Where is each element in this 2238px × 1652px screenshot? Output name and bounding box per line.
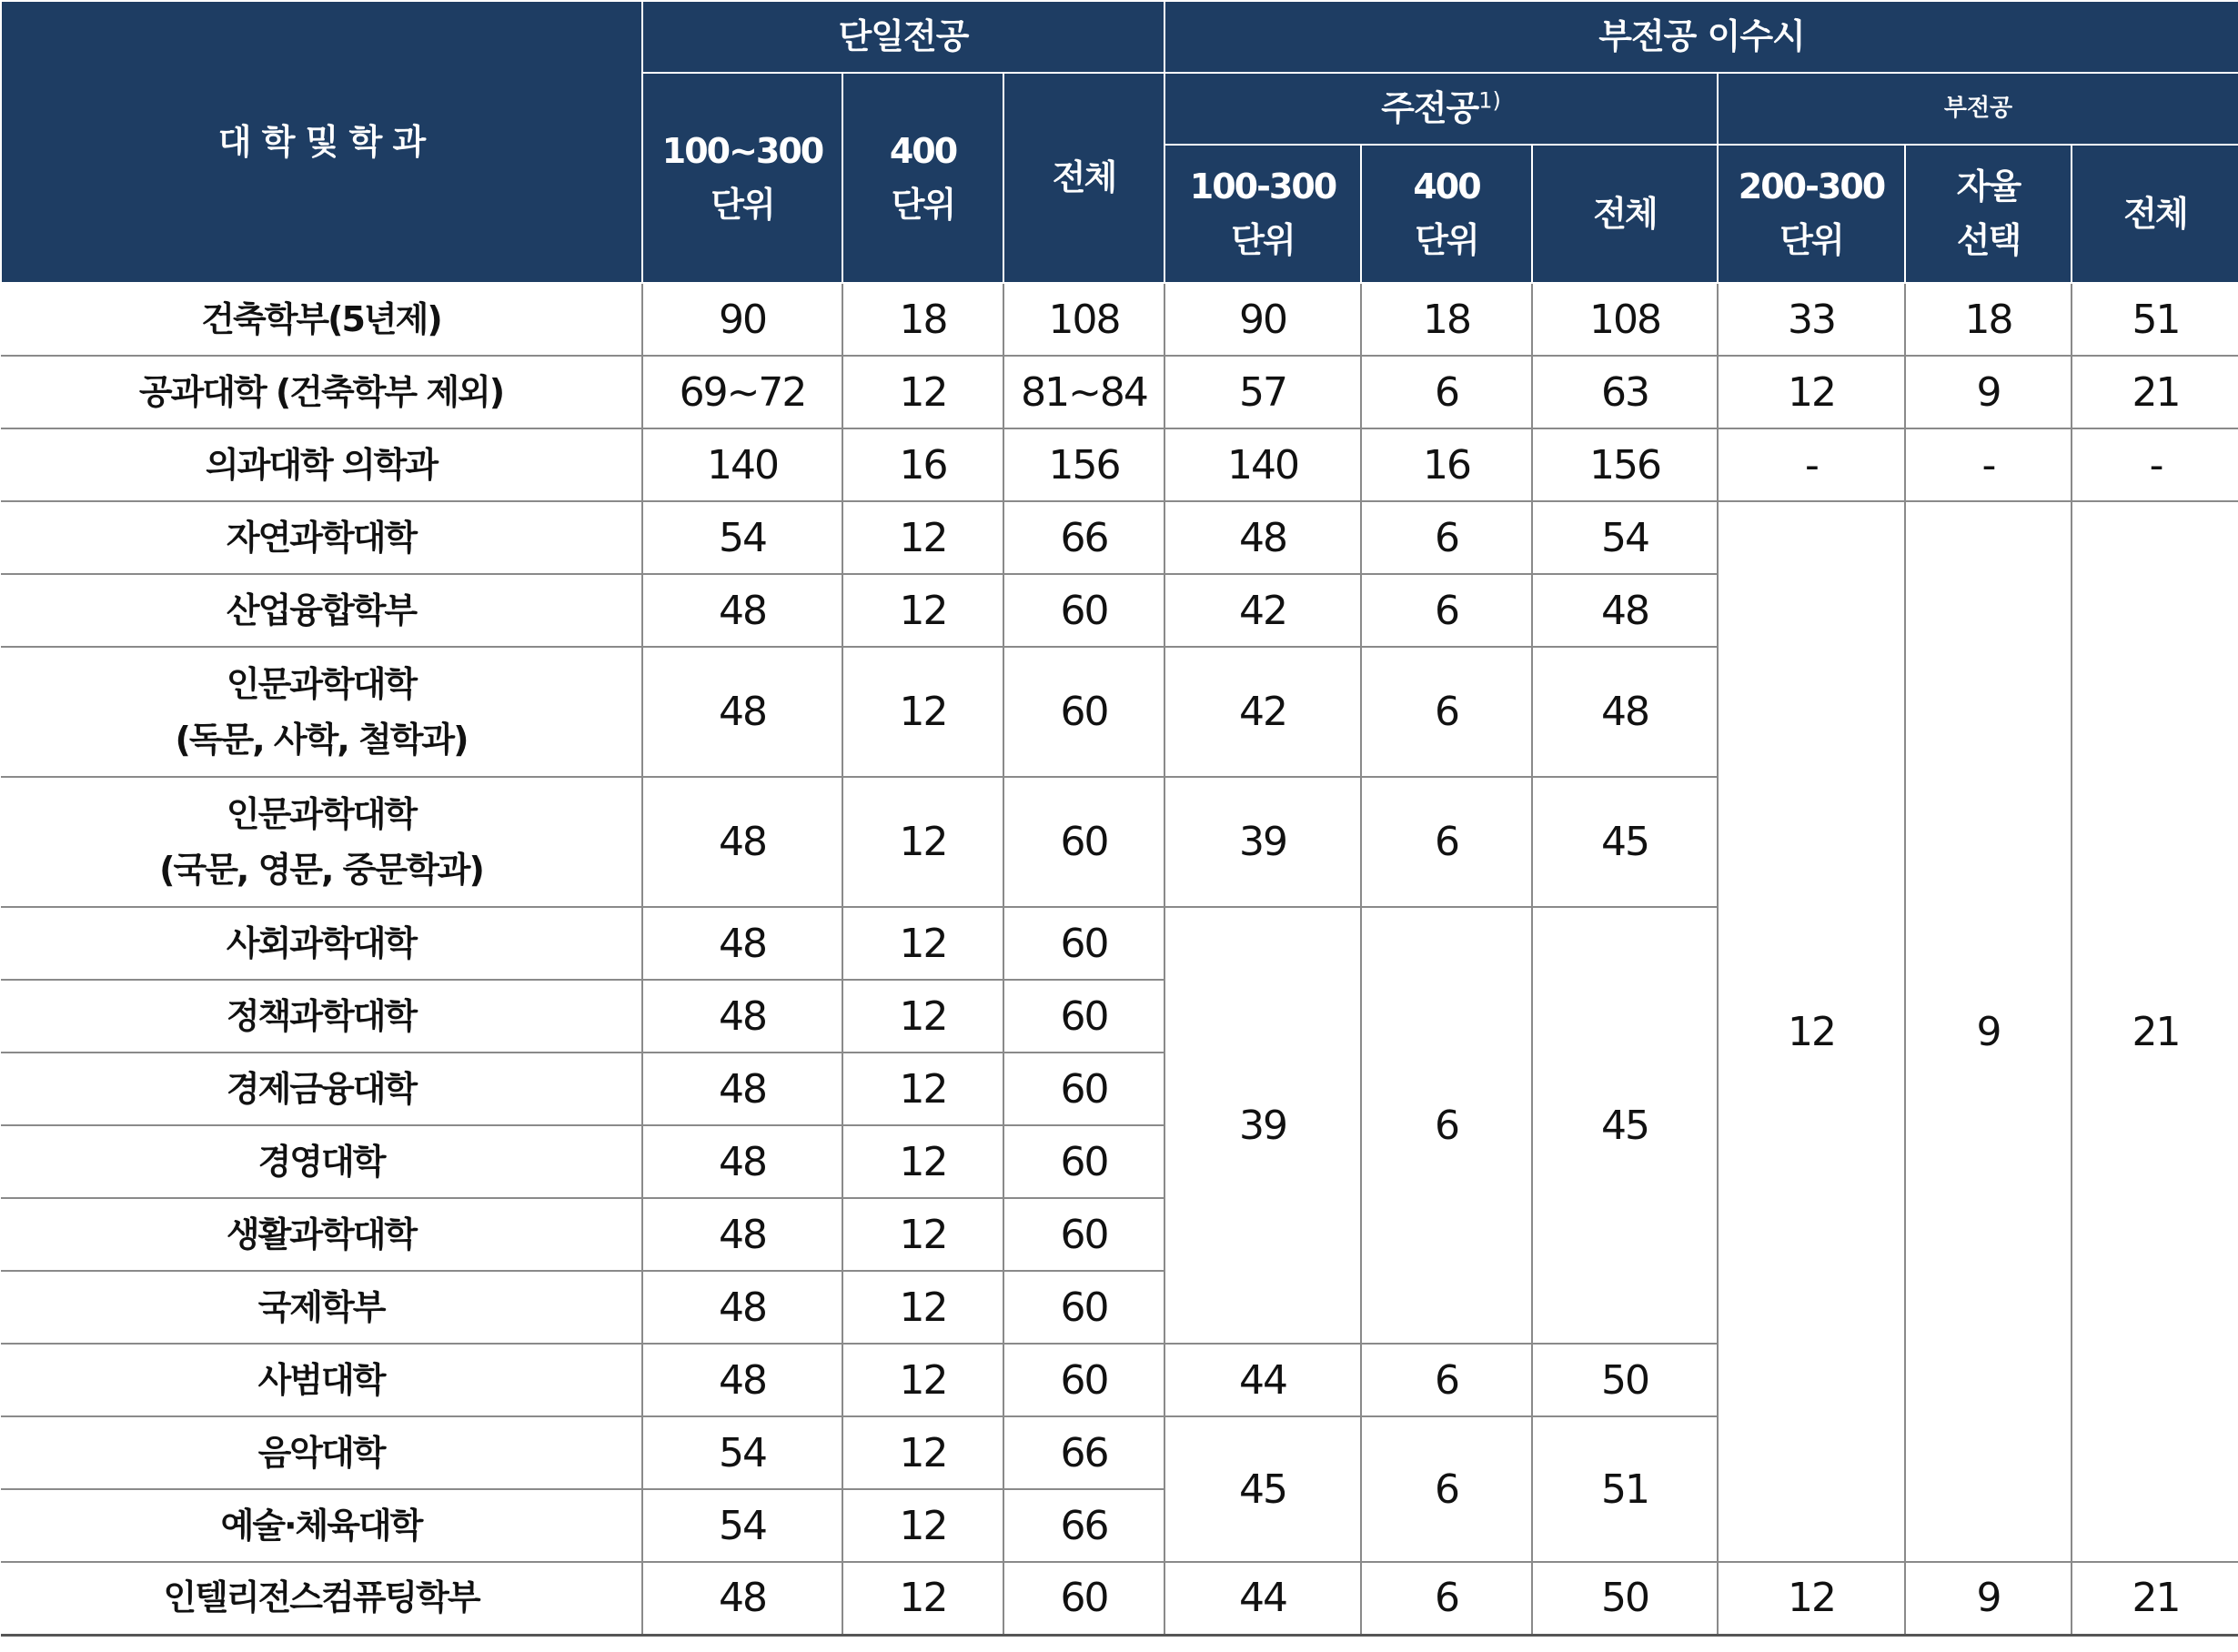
cell-main-400: 18 [1361, 283, 1532, 356]
cell-main-400: 6 [1361, 647, 1532, 777]
header-minor-200-300: 200-300 단위 [1718, 145, 1905, 283]
cell-main-100-300: 42 [1164, 574, 1361, 647]
cell-main-100-300: 39 [1164, 777, 1361, 907]
cell-single-400: 12 [842, 907, 1003, 980]
cell-main-400-merged: 6 [1361, 1416, 1532, 1562]
cell-single-total: 60 [1003, 1125, 1164, 1198]
cell-main-total: 156 [1532, 428, 1718, 501]
cell-main-100-300: 42 [1164, 647, 1361, 777]
header-single-total: 전체 [1003, 73, 1164, 283]
header-main-major: 주전공$^{1)}$ [1164, 73, 1718, 145]
table-row [1, 283, 2238, 356]
cell-main-total: 63 [1532, 356, 1718, 428]
cell-minor-free: 9 [1905, 356, 2072, 428]
header-minor-free-elective: 자율 선택 [1905, 145, 2072, 283]
cell-single-400: 16 [842, 428, 1003, 501]
cell-main-100-300: 90 [1164, 283, 1361, 356]
cell-single-100-300: 48 [642, 574, 842, 647]
cell-main-400: 6 [1361, 1344, 1532, 1416]
cell-main-100-300: 57 [1164, 356, 1361, 428]
cell-single-total: 156 [1003, 428, 1164, 501]
cell-single-total: 60 [1003, 574, 1164, 647]
table-row [1, 356, 2238, 428]
cell-single-400: 12 [842, 647, 1003, 777]
cell-minor-free-merged: 9 [1905, 501, 2072, 1562]
cell-single-100-300: 48 [642, 980, 842, 1053]
header-single-major: 단일전공 [642, 1, 1164, 73]
cell-minor-free: - [1905, 428, 2072, 501]
department-name: 예술·체육대학 [1, 1489, 642, 1562]
cell-single-total: 66 [1003, 1489, 1164, 1562]
cell-minor-200-300-merged: 12 [1718, 501, 1905, 1562]
cell-main-total-merged: 45 [1532, 907, 1718, 1344]
header-single-400: 400 단위 [842, 73, 1003, 283]
cell-main-400: 6 [1361, 574, 1532, 647]
department-name: 사회과학대학 [1, 907, 642, 980]
cell-single-100-300: 48 [642, 1053, 842, 1125]
cell-minor-free: 18 [1905, 283, 2072, 356]
cell-main-400: 6 [1361, 501, 1532, 574]
cell-main-total-merged: 51 [1532, 1416, 1718, 1562]
cell-minor-200-300: - [1718, 428, 1905, 501]
cell-single-400: 12 [842, 1053, 1003, 1125]
header-main-total: 전체 [1532, 145, 1718, 283]
cell-single-400: 12 [842, 1562, 1003, 1635]
department-name: 자연과학대학 [1, 501, 642, 574]
header-minor: 부전공 [1718, 73, 2238, 145]
cell-minor-200-300: 12 [1718, 356, 1905, 428]
cell-single-100-300: 48 [642, 1125, 842, 1198]
cell-single-total: 60 [1003, 647, 1164, 777]
cell-single-total: 60 [1003, 1198, 1164, 1271]
cell-main-100-300: 44 [1164, 1562, 1361, 1635]
cell-main-400-merged: 6 [1361, 907, 1532, 1344]
cell-main-100-300-merged: 39 [1164, 907, 1361, 1344]
department-name: 건축학부(5년제) [1, 283, 642, 356]
department-name: 생활과학대학 [1, 1198, 642, 1271]
department-name: 의과대학 의학과 [1, 428, 642, 501]
cell-minor-200-300: 12 [1718, 1562, 1905, 1635]
cell-single-400: 12 [842, 777, 1003, 907]
cell-main-total: 50 [1532, 1562, 1718, 1635]
department-name: 경영대학 [1, 1125, 642, 1198]
header-minor-total: 전체 [2072, 145, 2238, 283]
department-name: 사범대학 [1, 1344, 642, 1416]
department-name: 인문과학대학 (독문, 사학, 철학과) [1, 647, 642, 777]
cell-single-400: 12 [842, 980, 1003, 1053]
cell-single-100-300: 48 [642, 1198, 842, 1271]
cell-single-100-300: 48 [642, 777, 842, 907]
cell-single-100-300: 48 [642, 1562, 842, 1635]
cell-minor-total: 51 [2072, 283, 2238, 356]
cell-main-100-300: 48 [1164, 501, 1361, 574]
cell-minor-free: 9 [1905, 1562, 2072, 1635]
department-name: 인문과학대학 (국문, 영문, 중문학과) [1, 777, 642, 907]
cell-minor-total: 21 [2072, 356, 2238, 428]
header-minor-case: 부전공 이수시 [1164, 1, 2238, 73]
cell-single-100-300: 54 [642, 501, 842, 574]
cell-single-400: 12 [842, 501, 1003, 574]
header-single-100-300: 100~300 단위 [642, 73, 842, 283]
table-header [1, 1, 2238, 283]
cell-main-100-300: 44 [1164, 1344, 1361, 1416]
cell-single-100-300: 69~72 [642, 356, 842, 428]
department-name: 정책과학대학 [1, 980, 642, 1053]
cell-single-100-300: 54 [642, 1489, 842, 1562]
cell-single-400: 12 [842, 1198, 1003, 1271]
cell-minor-total: - [2072, 428, 2238, 501]
cell-single-100-300: 54 [642, 1416, 842, 1489]
cell-main-total: 54 [1532, 501, 1718, 574]
cell-single-total: 81~84 [1003, 356, 1164, 428]
cell-single-total: 60 [1003, 777, 1164, 907]
cell-main-400: 6 [1361, 356, 1532, 428]
department-name: 음악대학 [1, 1416, 642, 1489]
cell-main-100-300: 140 [1164, 428, 1361, 501]
header-department: 대 학 및 학 과 [1, 1, 642, 283]
cell-single-100-300: 140 [642, 428, 842, 501]
cell-single-100-300: 90 [642, 283, 842, 356]
cell-single-total: 60 [1003, 1271, 1164, 1344]
header-main-400: 400 단위 [1361, 145, 1532, 283]
footnote-marker: 1) [1478, 87, 1501, 114]
cell-main-400: 16 [1361, 428, 1532, 501]
cell-main-total: 45 [1532, 777, 1718, 907]
table-row [1, 1562, 2238, 1635]
cell-minor-200-300: 33 [1718, 283, 1905, 356]
cell-single-400: 18 [842, 283, 1003, 356]
cell-single-100-300: 48 [642, 1271, 842, 1344]
cell-single-total: 108 [1003, 283, 1164, 356]
department-name: 경제금융대학 [1, 1053, 642, 1125]
cell-minor-total: 21 [2072, 1562, 2238, 1635]
cell-single-100-300: 48 [642, 647, 842, 777]
cell-single-100-300: 48 [642, 907, 842, 980]
cell-single-100-300: 48 [642, 1344, 842, 1416]
cell-main-400: 6 [1361, 1562, 1532, 1635]
cell-single-400: 12 [842, 574, 1003, 647]
cell-single-400: 12 [842, 1344, 1003, 1416]
cell-single-total: 60 [1003, 1053, 1164, 1125]
cell-single-400: 12 [842, 1125, 1003, 1198]
table-row [1, 428, 2238, 501]
cell-single-400: 12 [842, 1489, 1003, 1562]
cell-minor-total-merged: 21 [2072, 501, 2238, 1562]
cell-main-400: 6 [1361, 777, 1532, 907]
cell-single-total: 60 [1003, 1562, 1164, 1635]
department-name: 산업융합학부 [1, 574, 642, 647]
department-name: 공과대학 (건축학부 제외) [1, 356, 642, 428]
cell-single-total: 66 [1003, 501, 1164, 574]
table-row [1, 501, 2238, 574]
cell-main-total: 108 [1532, 283, 1718, 356]
cell-main-total: 48 [1532, 647, 1718, 777]
cell-main-100-300-merged: 45 [1164, 1416, 1361, 1562]
table-body [1, 283, 2238, 1635]
cell-main-total: 48 [1532, 574, 1718, 647]
cell-single-400: 12 [842, 356, 1003, 428]
department-name: 국제학부 [1, 1271, 642, 1344]
cell-single-400: 12 [842, 1271, 1003, 1344]
cell-single-total: 66 [1003, 1416, 1164, 1489]
cell-main-total: 50 [1532, 1344, 1718, 1416]
cell-single-400: 12 [842, 1416, 1003, 1489]
cell-single-total: 60 [1003, 907, 1164, 980]
cell-single-total: 60 [1003, 980, 1164, 1053]
department-name: 인텔리전스컴퓨팅학부 [1, 1562, 642, 1635]
cell-single-total: 60 [1003, 1344, 1164, 1416]
header-main-100-300: 100-300 단위 [1164, 145, 1361, 283]
